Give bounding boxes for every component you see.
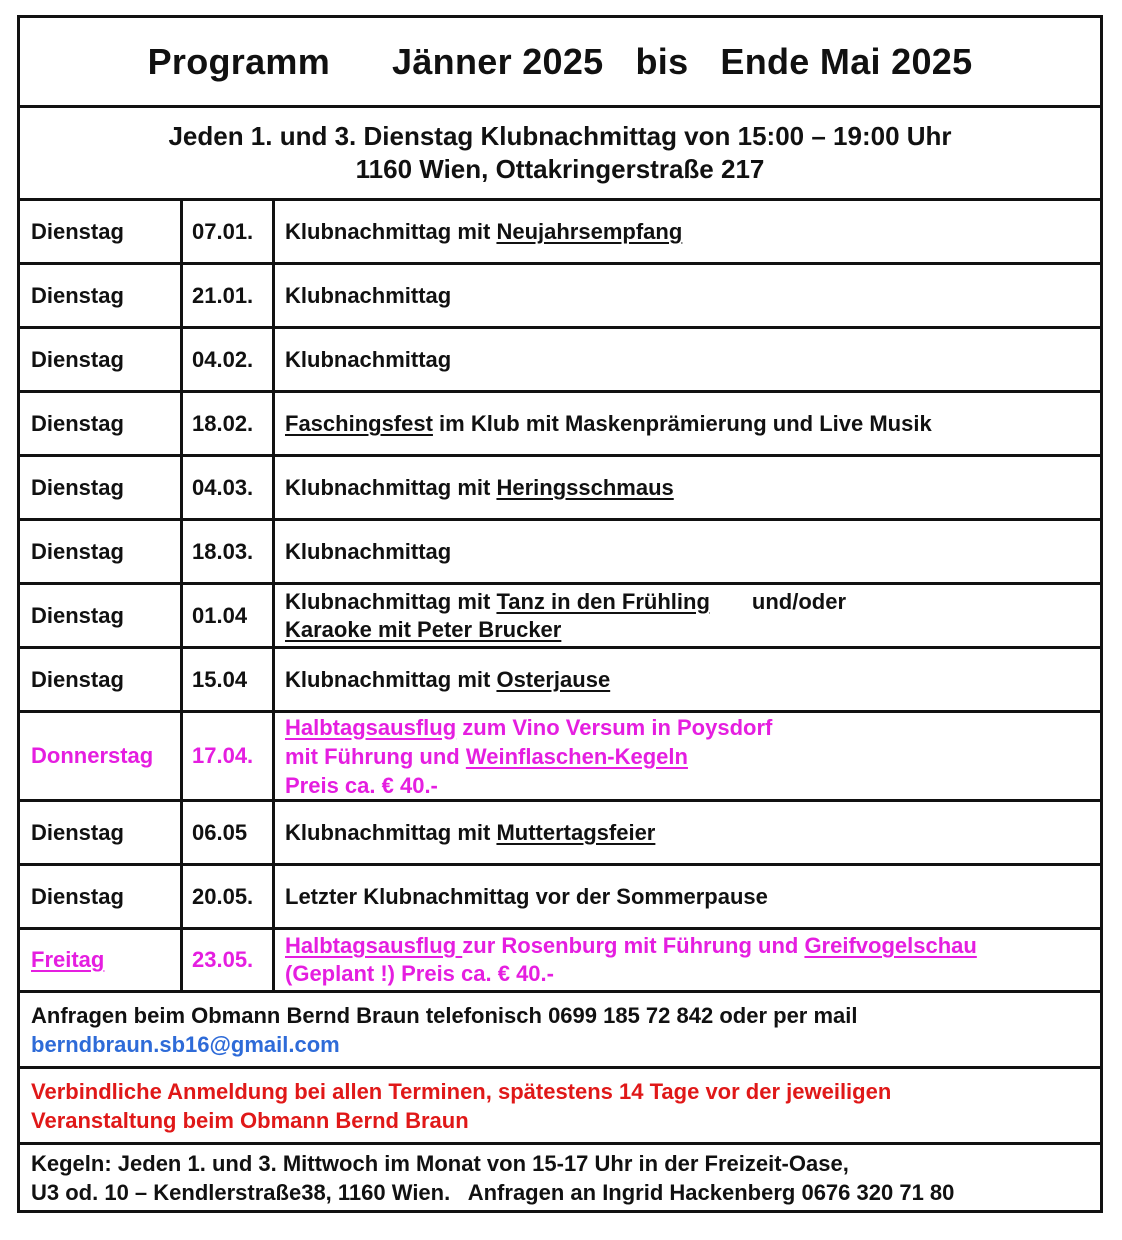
event-highlight: Halbtagsausflug xyxy=(285,714,457,740)
event-highlight: Neujahrsempfang xyxy=(496,219,683,244)
event-day: Dienstag xyxy=(31,474,124,500)
event-description xyxy=(275,713,1100,799)
title-start-date: Jänner 2025 xyxy=(392,40,604,82)
event-day: Donnerstag xyxy=(31,743,154,768)
event-day: Dienstag xyxy=(31,819,124,845)
event-row xyxy=(20,713,1100,799)
event-description xyxy=(275,329,1100,390)
event-highlight: Halbtagsausflug xyxy=(285,933,463,958)
title-bis: bis xyxy=(635,40,689,82)
event-date: 21.01. xyxy=(192,282,254,308)
event-price: Preis ca. € 40.- xyxy=(285,772,438,798)
kegeln-section xyxy=(20,1145,1100,1210)
program-table xyxy=(17,15,1103,1213)
event-day: Dienstag xyxy=(31,883,124,909)
event-description xyxy=(275,393,1100,454)
page-title xyxy=(20,18,1100,105)
event-date: 17.04. xyxy=(192,743,254,768)
title-program: Programm xyxy=(147,40,331,82)
event-description xyxy=(275,201,1100,262)
event-highlight: Osterjause xyxy=(496,667,611,692)
event-text: mit Führung und xyxy=(285,743,466,769)
event-row xyxy=(20,649,1100,710)
event-date: 20.05. xyxy=(192,883,254,909)
event-text: zum Vino Versum in Poysdorf xyxy=(456,714,773,740)
event-date: 07.01. xyxy=(192,218,254,244)
event-highlight: Karaoke mit Peter Brucker xyxy=(285,616,562,642)
event-text: Klubnachmittag mit xyxy=(285,219,497,244)
event-highlight: Tanz in den Frühling xyxy=(496,588,710,614)
event-date: 04.02. xyxy=(192,346,254,372)
event-date: 01.04 xyxy=(192,602,248,628)
event-description xyxy=(275,521,1100,582)
event-day: Dienstag xyxy=(31,538,124,564)
event-description xyxy=(275,802,1100,863)
contact-text: Anfragen beim Obmann Bernd Braun telefonisch 0699 185 72 842 oder per mail xyxy=(31,1002,858,1028)
event-date: 18.02. xyxy=(192,410,254,436)
registration-text: Verbindliche Anmeldung bei allen Terminen, spätestens 14 Tage vor der jeweiligen xyxy=(31,1078,892,1104)
event-row xyxy=(20,866,1100,927)
event-date: 18.03. xyxy=(192,538,254,564)
event-highlight: Heringsschmaus xyxy=(496,475,674,500)
event-description xyxy=(275,930,1100,990)
event-day: Dienstag xyxy=(31,282,124,308)
subtitle xyxy=(20,108,1100,198)
event-day-label: Freitag xyxy=(31,947,105,972)
event-highlight: Weinflaschen-Kegeln xyxy=(465,743,688,769)
event-row xyxy=(20,457,1100,518)
event-date: 06.05 xyxy=(192,819,248,845)
event-highlight: Greifvogelschau xyxy=(804,933,977,958)
event-text: zur Rosenburg mit Führung und xyxy=(462,933,805,958)
event-row xyxy=(20,201,1100,262)
event-text: Klubnachmittag mit xyxy=(285,667,497,692)
event-day: Dienstag xyxy=(31,410,124,436)
event-row xyxy=(20,930,1100,990)
event-text: und/oder xyxy=(751,588,847,614)
event-row xyxy=(20,393,1100,454)
event-row xyxy=(20,802,1100,863)
event-date: 04.03. xyxy=(192,474,254,500)
email-link[interactable]: berndbraun.sb16@gmail.com xyxy=(31,1031,340,1057)
contact-section xyxy=(20,993,1100,1066)
event-price: (Geplant !) Preis ca. € 40.- xyxy=(285,961,554,986)
event-text: Klubnachmittag mit xyxy=(285,475,497,500)
subtitle-address: 1160 Wien, Ottakringerstraße 217 xyxy=(355,154,765,184)
event-text: Letzter Klubnachmittag vor der Sommerpause xyxy=(285,884,768,909)
event-day: Dienstag xyxy=(31,666,124,692)
event-highlight: Faschingsfest xyxy=(285,411,433,436)
kegeln-text: U3 od. 10 – Kendlerstraße38, 1160 Wien. Anfragen an Ingrid Hackenberg 0676 320 71 80 xyxy=(31,1179,955,1205)
subtitle-schedule: Jeden 1. und 3. Dienstag Klubnachmittag von 15:00 – 19:00 Uhr xyxy=(168,121,952,151)
event-row xyxy=(20,521,1100,582)
registration-notice xyxy=(20,1069,1100,1142)
title-end-date: Ende Mai 2025 xyxy=(720,40,973,82)
event-day xyxy=(20,930,180,990)
event-day: Dienstag xyxy=(31,602,124,628)
event-date: 15.04 xyxy=(192,666,248,692)
event-text: im Klub mit Maskenprämierung und Live Musik xyxy=(432,411,932,436)
event-text: Klubnachmittag xyxy=(285,347,452,372)
registration-text: Veranstaltung beim Obmann Bernd Braun xyxy=(31,1107,469,1133)
event-text: Klubnachmittag mit xyxy=(285,820,497,845)
event-description xyxy=(275,457,1100,518)
event-day: Dienstag xyxy=(31,346,124,372)
kegeln-text: Kegeln: Jeden 1. und 3. Mittwoch im Monat von 15-17 Uhr in der Freizeit-Oase, xyxy=(31,1150,849,1176)
event-row xyxy=(20,329,1100,390)
event-text: Klubnachmittag mit xyxy=(285,588,497,614)
event-day: Dienstag xyxy=(31,218,124,244)
event-text: Klubnachmittag xyxy=(285,283,452,308)
event-description xyxy=(275,585,1100,646)
event-highlight: Muttertagsfeier xyxy=(496,820,656,845)
event-text: Klubnachmittag xyxy=(285,539,452,564)
event-description xyxy=(275,649,1100,710)
event-description xyxy=(275,265,1100,326)
event-description xyxy=(275,866,1100,927)
event-row xyxy=(20,585,1100,646)
event-date: 23.05. xyxy=(192,947,254,972)
event-row xyxy=(20,265,1100,326)
